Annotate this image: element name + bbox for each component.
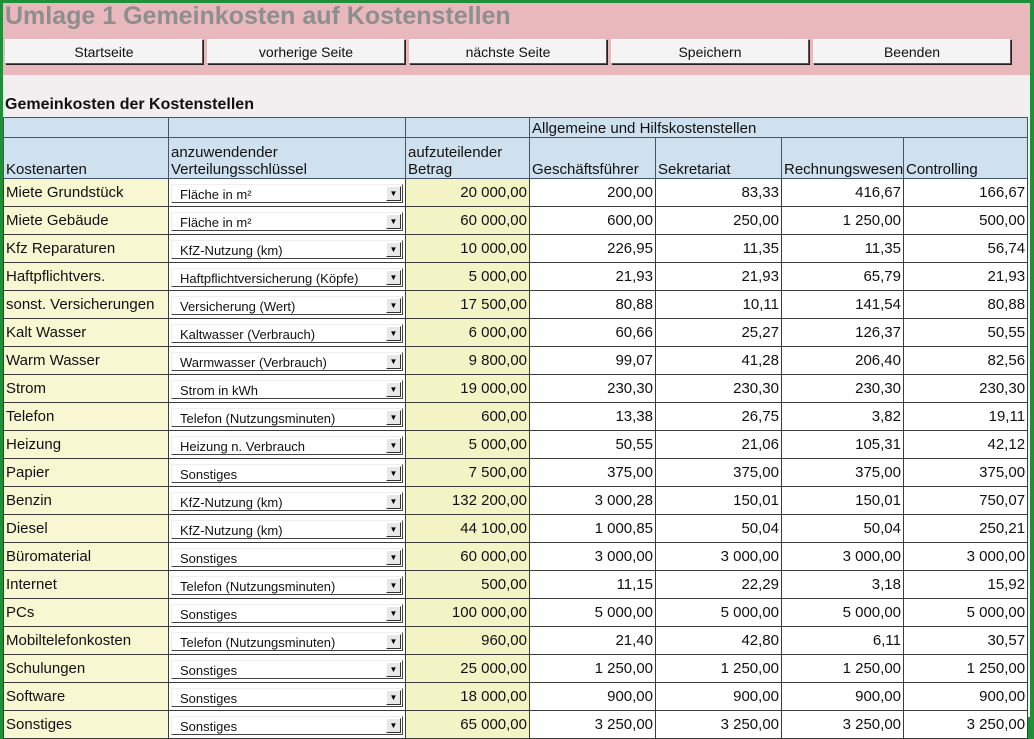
cost-center-value-cell: 50,04 — [656, 515, 782, 543]
cost-type-cell: Warm Wasser — [4, 347, 169, 375]
cost-center-value-cell: 230,30 — [656, 375, 782, 403]
table-row — [4, 543, 1028, 571]
cost-center-value-cell: 126,37 — [782, 319, 904, 347]
chevron-down-icon[interactable]: ▼ — [386, 186, 401, 201]
cost-center-value-cell: 141,54 — [782, 291, 904, 319]
allocation-key-value: Sonstiges — [180, 718, 238, 734]
save-button[interactable]: Speichern — [611, 39, 809, 64]
allocation-key-cell — [169, 431, 406, 459]
cost-center-value-cell: 375,00 — [782, 459, 904, 487]
allocation-key-value: KfZ-Nutzung (km) — [180, 242, 283, 258]
chevron-down-icon[interactable]: ▼ — [386, 438, 401, 453]
amount-cell[interactable]: 600,00 — [406, 403, 530, 431]
cost-center-value-cell: 21,93 — [904, 263, 1028, 291]
amount-cell[interactable]: 960,00 — [406, 627, 530, 655]
cost-center-value-cell: 80,88 — [530, 291, 656, 319]
allocation-key-value: Sonstiges — [180, 606, 238, 622]
allocation-key-cell — [169, 319, 406, 347]
cost-center-group-header: Allgemeine und Hilfskostenstellen — [530, 118, 1028, 138]
cost-type-cell: Kfz Reparaturen — [4, 235, 169, 263]
table-row — [4, 599, 1028, 627]
allocation-key-value: Warmwasser (Verbrauch) — [180, 354, 327, 370]
allocation-key-header — [169, 138, 406, 179]
cost-type-cell: Kalt Wasser — [4, 319, 169, 347]
cost-center-value-cell: 105,31 — [782, 431, 904, 459]
cost-center-value-cell: 22,29 — [656, 571, 782, 599]
table-row — [4, 487, 1028, 515]
table-row — [4, 459, 1028, 487]
amount-cell[interactable]: 25 000,00 — [406, 655, 530, 683]
amount-cell[interactable]: 65 000,00 — [406, 711, 530, 739]
allocation-key-value: Kaltwasser (Verbrauch) — [180, 326, 316, 342]
cost-center-value-cell: 3 000,00 — [530, 543, 656, 571]
amount-cell[interactable]: 500,00 — [406, 571, 530, 599]
cost-center-value-cell: 1 250,00 — [904, 655, 1028, 683]
cost-center-value-cell: 1 250,00 — [782, 655, 904, 683]
cost-type-cell: Mobiltelefonkosten — [4, 627, 169, 655]
chevron-down-icon[interactable]: ▼ — [386, 690, 401, 705]
chevron-down-icon[interactable]: ▼ — [386, 662, 401, 677]
allocation-key-cell — [169, 291, 406, 319]
chevron-down-icon[interactable]: ▼ — [386, 326, 401, 341]
cost-center-value-cell: 600,00 — [530, 207, 656, 235]
chevron-down-icon[interactable]: ▼ — [386, 214, 401, 229]
amount-cell[interactable]: 10 000,00 — [406, 235, 530, 263]
allocation-key-cell — [169, 711, 406, 739]
cost-center-value-cell: 1 000,85 — [530, 515, 656, 543]
cost-center-value-cell: 50,55 — [904, 319, 1028, 347]
cost-center-value-cell: 10,11 — [656, 291, 782, 319]
chevron-down-icon[interactable]: ▼ — [386, 606, 401, 621]
amount-header — [406, 138, 530, 179]
allocation-key-value: KfZ-Nutzung (km) — [180, 494, 283, 510]
allocation-key-value: Telefon (Nutzungsminuten) — [180, 578, 336, 594]
cost-center-value-cell: 3 000,00 — [782, 543, 904, 571]
cost-center-value-cell: 3 250,00 — [656, 711, 782, 739]
cost-center-header: Sekretariat — [656, 138, 782, 179]
table-row — [4, 571, 1028, 599]
table-body — [4, 179, 1028, 739]
exit-button[interactable]: Beenden — [813, 39, 1011, 64]
amount-cell[interactable]: 5 000,00 — [406, 431, 530, 459]
table-row — [4, 515, 1028, 543]
cost-type-header: Kostenarten — [4, 138, 169, 179]
allocation-key-value: KfZ-Nutzung (km) — [180, 522, 283, 538]
amount-cell[interactable]: 20 000,00 — [406, 179, 530, 207]
cost-center-value-cell: 26,75 — [656, 403, 782, 431]
allocation-key-cell — [169, 235, 406, 263]
allocation-key-cell — [169, 179, 406, 207]
cost-center-value-cell: 3 000,28 — [530, 487, 656, 515]
amount-cell[interactable]: 5 000,00 — [406, 263, 530, 291]
allocation-key-cell — [169, 515, 406, 543]
cost-allocation-table — [3, 117, 1028, 739]
cost-type-cell: Miete Gebäude — [4, 207, 169, 235]
chevron-down-icon[interactable]: ▼ — [386, 634, 401, 649]
cost-center-value-cell: 30,57 — [904, 627, 1028, 655]
chevron-down-icon[interactable]: ▼ — [386, 410, 401, 425]
allocation-key-cell — [169, 207, 406, 235]
allocation-key-value: Versicherung (Wert) — [180, 298, 296, 314]
cost-center-header: Controlling — [904, 138, 1028, 179]
nav-toolbar — [3, 37, 1030, 75]
previous-page-button[interactable]: vorherige Seite — [207, 39, 405, 64]
table-row — [4, 403, 1028, 431]
amount-cell[interactable]: 18 000,00 — [406, 683, 530, 711]
cost-center-value-cell: 150,01 — [656, 487, 782, 515]
next-page-button[interactable]: nächste Seite — [409, 39, 607, 64]
cost-center-value-cell: 42,80 — [656, 627, 782, 655]
allocation-key-value: Strom in kWh — [180, 382, 259, 398]
cost-center-value-cell: 150,01 — [782, 487, 904, 515]
allocation-key-value: Sonstiges — [180, 662, 238, 678]
cost-center-value-cell: 21,06 — [656, 431, 782, 459]
cost-center-value-cell: 230,30 — [530, 375, 656, 403]
cost-center-value-cell: 375,00 — [656, 459, 782, 487]
chevron-down-icon[interactable]: ▼ — [386, 466, 401, 481]
allocation-key-cell — [169, 459, 406, 487]
cost-center-value-cell: 82,56 — [904, 347, 1028, 375]
header-spacer — [4, 118, 169, 138]
allocation-key-dropdown[interactable] — [171, 380, 403, 399]
allocation-key-value: Fläche in m² — [180, 214, 252, 230]
allocation-key-dropdown[interactable] — [171, 520, 403, 539]
cost-center-header: Rechnungswesen — [782, 138, 904, 179]
allocation-key-value: Telefon (Nutzungsminuten) — [180, 634, 336, 650]
chevron-down-icon[interactable]: ▼ — [386, 494, 401, 509]
allocation-key-dropdown[interactable] — [171, 632, 403, 651]
cost-center-value-cell: 3 250,00 — [530, 711, 656, 739]
cost-center-value-cell: 500,00 — [904, 207, 1028, 235]
cost-center-value-cell: 21,93 — [530, 263, 656, 291]
cost-center-value-cell: 3,82 — [782, 403, 904, 431]
cost-center-value-cell: 416,67 — [782, 179, 904, 207]
allocation-key-value: Telefon (Nutzungsminuten) — [180, 410, 336, 426]
allocation-key-cell — [169, 627, 406, 655]
amount-cell[interactable]: 6 000,00 — [406, 319, 530, 347]
cost-center-value-cell: 3 250,00 — [782, 711, 904, 739]
cost-type-cell: Software — [4, 683, 169, 711]
amount-cell[interactable]: 60 000,00 — [406, 543, 530, 571]
amount-cell[interactable]: 7 500,00 — [406, 459, 530, 487]
cost-type-cell: sonst. Versicherungen — [4, 291, 169, 319]
cost-center-value-cell: 230,30 — [782, 375, 904, 403]
cost-center-value-cell: 3 000,00 — [656, 543, 782, 571]
amount-header-line1: aufzuteilender — [408, 144, 503, 161]
cost-center-value-cell: 230,30 — [904, 375, 1028, 403]
amount-header-line2: Betrag — [408, 161, 453, 178]
allocation-key-value: Fläche in m² — [180, 186, 252, 202]
chevron-down-icon[interactable]: ▼ — [386, 382, 401, 397]
cost-type-cell: Haftpflichtvers. — [4, 263, 169, 291]
chevron-down-icon[interactable]: ▼ — [386, 522, 401, 537]
cost-type-cell: Telefon — [4, 403, 169, 431]
allocation-key-cell — [169, 655, 406, 683]
cost-center-value-cell: 200,00 — [530, 179, 656, 207]
chevron-down-icon[interactable]: ▼ — [386, 578, 401, 593]
table-row — [4, 655, 1028, 683]
cost-type-cell: Miete Grundstück — [4, 179, 169, 207]
cost-center-value-cell: 21,93 — [656, 263, 782, 291]
cost-center-value-cell: 19,11 — [904, 403, 1028, 431]
cost-center-value-cell: 6,11 — [782, 627, 904, 655]
table-row — [4, 375, 1028, 403]
cost-type-cell: Benzin — [4, 487, 169, 515]
cost-center-value-cell: 3 250,00 — [904, 711, 1028, 739]
cost-center-value-cell: 60,66 — [530, 319, 656, 347]
cost-center-value-cell: 11,15 — [530, 571, 656, 599]
allocation-key-header-line1: anzuwendender — [171, 144, 278, 161]
cost-center-value-cell: 206,40 — [782, 347, 904, 375]
cost-center-value-cell: 900,00 — [656, 683, 782, 711]
allocation-key-value: Sonstiges — [180, 466, 238, 482]
amount-cell[interactable]: 100 000,00 — [406, 599, 530, 627]
cost-center-value-cell: 50,04 — [782, 515, 904, 543]
allocation-key-dropdown[interactable] — [171, 492, 403, 511]
app-frame — [3, 2, 1030, 734]
allocation-key-value: Heizung n. Verbrauch — [180, 438, 306, 454]
cost-center-header: Geschäftsführer — [530, 138, 656, 179]
amount-cell[interactable]: 9 800,00 — [406, 347, 530, 375]
allocation-key-dropdown[interactable] — [171, 436, 403, 455]
table-row — [4, 291, 1028, 319]
amount-cell[interactable]: 132 200,00 — [406, 487, 530, 515]
table-row — [4, 711, 1028, 739]
cost-center-value-cell: 5 000,00 — [530, 599, 656, 627]
cost-center-value-cell: 42,12 — [904, 431, 1028, 459]
chevron-down-icon[interactable]: ▼ — [386, 550, 401, 565]
allocation-key-dropdown[interactable] — [171, 212, 403, 231]
allocation-key-cell — [169, 263, 406, 291]
table-row — [4, 431, 1028, 459]
allocation-key-value: Sonstiges — [180, 690, 238, 706]
cost-type-cell: Sonstiges — [4, 711, 169, 739]
table-row — [4, 207, 1028, 235]
amount-cell[interactable]: 60 000,00 — [406, 207, 530, 235]
header-spacer — [406, 118, 530, 138]
allocation-key-dropdown[interactable] — [171, 716, 403, 735]
cost-center-value-cell: 50,55 — [530, 431, 656, 459]
cost-center-value-cell: 25,27 — [656, 319, 782, 347]
allocation-key-header-line2: Verteilungsschlüssel — [171, 161, 307, 178]
allocation-key-cell — [169, 347, 406, 375]
allocation-key-dropdown[interactable] — [171, 184, 403, 203]
cost-center-value-cell: 5 000,00 — [904, 599, 1028, 627]
page-title: Umlage 1 Gemeinkosten auf Kostenstellen — [3, 3, 1030, 37]
cost-center-value-cell: 900,00 — [904, 683, 1028, 711]
cost-center-value-cell: 5 000,00 — [782, 599, 904, 627]
allocation-key-cell — [169, 571, 406, 599]
allocation-key-value: Sonstiges — [180, 550, 238, 566]
cost-center-value-cell: 83,33 — [656, 179, 782, 207]
cost-type-cell: Diesel — [4, 515, 169, 543]
header-spacer — [169, 118, 406, 138]
section-title: Gemeinkosten der Kostenstellen — [5, 96, 254, 113]
cost-center-value-cell: 5 000,00 — [656, 599, 782, 627]
cost-center-value-cell: 3 000,00 — [904, 543, 1028, 571]
amount-cell[interactable]: 17 500,00 — [406, 291, 530, 319]
table-row — [4, 235, 1028, 263]
cost-type-cell: Internet — [4, 571, 169, 599]
cost-center-value-cell: 3,18 — [782, 571, 904, 599]
table-row — [4, 319, 1028, 347]
cost-center-value-cell: 11,35 — [782, 235, 904, 263]
allocation-key-cell — [169, 683, 406, 711]
amount-cell[interactable]: 44 100,00 — [406, 515, 530, 543]
cost-center-value-cell: 80,88 — [904, 291, 1028, 319]
allocation-key-cell — [169, 543, 406, 571]
chevron-down-icon[interactable]: ▼ — [386, 242, 401, 257]
cost-type-cell: Büromaterial — [4, 543, 169, 571]
allocation-key-cell — [169, 599, 406, 627]
cost-center-value-cell: 65,79 — [782, 263, 904, 291]
cost-center-value-cell: 56,74 — [904, 235, 1028, 263]
table-row — [4, 627, 1028, 655]
cost-type-cell: Heizung — [4, 431, 169, 459]
cost-type-cell: Papier — [4, 459, 169, 487]
allocation-key-dropdown[interactable] — [171, 296, 403, 315]
cost-center-value-cell: 15,92 — [904, 571, 1028, 599]
table-row — [4, 347, 1028, 375]
cost-center-value-cell: 226,95 — [530, 235, 656, 263]
cost-center-value-cell: 166,67 — [904, 179, 1028, 207]
table-row — [4, 683, 1028, 711]
allocation-key-dropdown[interactable] — [171, 352, 403, 371]
cost-center-value-cell: 250,00 — [656, 207, 782, 235]
allocation-key-dropdown[interactable] — [171, 660, 403, 679]
cost-center-value-cell: 21,40 — [530, 627, 656, 655]
cost-center-value-cell: 1 250,00 — [530, 655, 656, 683]
cost-center-value-cell: 375,00 — [530, 459, 656, 487]
chevron-down-icon[interactable]: ▼ — [386, 718, 401, 733]
start-page-button[interactable]: Startseite — [5, 39, 203, 64]
allocation-key-dropdown[interactable] — [171, 268, 403, 287]
table-row — [4, 263, 1028, 291]
allocation-key-dropdown[interactable] — [171, 688, 403, 707]
chevron-down-icon[interactable]: ▼ — [386, 270, 401, 285]
cost-type-cell: Schulungen — [4, 655, 169, 683]
cost-type-cell: PCs — [4, 599, 169, 627]
amount-cell[interactable]: 19 000,00 — [406, 375, 530, 403]
cost-center-value-cell: 900,00 — [782, 683, 904, 711]
allocation-key-dropdown[interactable] — [171, 408, 403, 427]
allocation-key-cell — [169, 375, 406, 403]
cost-center-value-cell: 13,38 — [530, 403, 656, 431]
allocation-key-cell — [169, 487, 406, 515]
allocation-key-dropdown[interactable] — [171, 576, 403, 595]
table-row — [4, 179, 1028, 207]
allocation-key-dropdown[interactable] — [171, 464, 403, 483]
allocation-key-dropdown[interactable] — [171, 548, 403, 567]
allocation-key-cell — [169, 403, 406, 431]
cost-center-value-cell: 900,00 — [530, 683, 656, 711]
chevron-down-icon[interactable]: ▼ — [386, 298, 401, 313]
cost-center-value-cell: 1 250,00 — [656, 655, 782, 683]
cost-center-value-cell: 11,35 — [656, 235, 782, 263]
cost-center-value-cell: 375,00 — [904, 459, 1028, 487]
cost-center-value-cell: 41,28 — [656, 347, 782, 375]
chevron-down-icon[interactable]: ▼ — [386, 354, 401, 369]
cost-center-value-cell: 1 250,00 — [782, 207, 904, 235]
cost-type-cell: Strom — [4, 375, 169, 403]
cost-center-value-cell: 250,21 — [904, 515, 1028, 543]
allocation-key-dropdown[interactable] — [171, 604, 403, 623]
allocation-key-value: Haftpflichtversicherung (Köpfe) — [180, 270, 359, 286]
cost-center-value-cell: 99,07 — [530, 347, 656, 375]
allocation-key-dropdown[interactable] — [171, 240, 403, 259]
allocation-key-dropdown[interactable] — [171, 324, 403, 343]
cost-center-value-cell: 750,07 — [904, 487, 1028, 515]
